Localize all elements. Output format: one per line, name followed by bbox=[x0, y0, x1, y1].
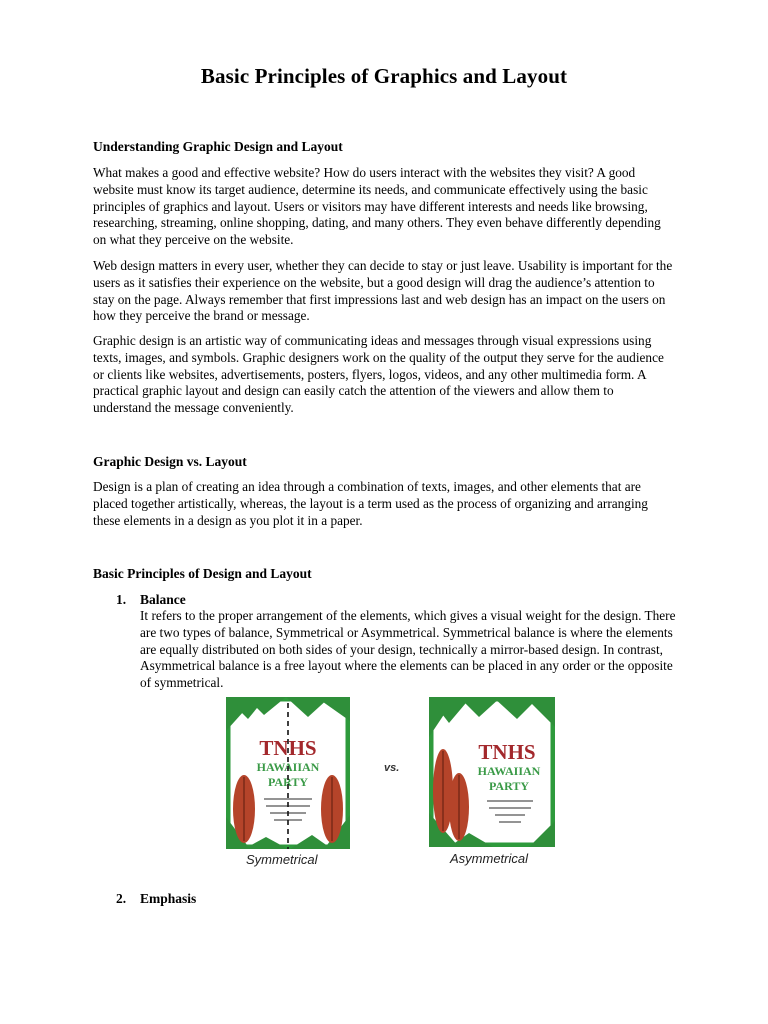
poster-asymmetrical-title-1: TNHS bbox=[478, 740, 536, 764]
caption-symmetrical: Symmetrical bbox=[246, 852, 318, 867]
document-title: Basic Principles of Graphics and Layout bbox=[200, 64, 568, 88]
poster-symmetrical-image bbox=[226, 697, 350, 849]
section-heading-design-vs-layout: Graphic Design vs. Layout bbox=[93, 454, 247, 469]
caption-asymmetrical: Asymmetrical bbox=[450, 851, 529, 866]
list-item-title-balance: Balance bbox=[140, 592, 186, 607]
poster-asymmetrical-title-3: PARTY bbox=[488, 779, 530, 793]
section-heading-principles: Basic Principles of Design and Layout bbox=[93, 566, 312, 581]
list-item-number: 1. bbox=[116, 592, 127, 607]
poster-symmetrical-title-2: HAWAIIAN bbox=[256, 760, 320, 774]
section-heading-understanding: Understanding Graphic Design and Layout bbox=[93, 139, 343, 154]
poster-symmetrical-title-3: PARTY bbox=[267, 775, 309, 789]
paragraph-1: What makes a good and effective website? How do users interact with the websites they visit? A good website must know its target audience, determine its needs, and communicate effectively using the basic principles of graphics and layout. Users or visitors may have different interests and needs like browsing, researching, streaming, online shopping, dating, and many others. They even behave differently depending on what they perceive on the website. bbox=[93, 165, 661, 248]
paragraph-3: Graphic design is an artistic way of communicating ideas and messages through visual expressions using texts, images, and symbols. Graphic designers work on the quality of the output they serve for the audience or clients like websites, advertisements, posters, flyers, logos, videos, and any other multimedia form. A practical graphic layout and design can easily catch the attention of the viewers and allow them to understand the message conveniently. bbox=[93, 333, 664, 416]
list-item-title-emphasis: Emphasis bbox=[140, 891, 197, 906]
list-item-number: 2. bbox=[116, 891, 127, 906]
paragraph-design-definition: Design is a plan of creating an idea through a combination of texts, images, and other elements that are placed together artistically, whereas, the layout is a term used as the process of organizing and arranging these elements in a design as you plot it in a paper. bbox=[93, 479, 648, 528]
figure-vs-label: vs. bbox=[384, 762, 400, 774]
list-item-body-balance: It refers to the proper arrangement of the elements, which gives a visual weight for the design. There are two types of balance, Symmetrical or Asymmetrical. Symmetrical balance is where the elements are equally distributed on both sides of your design, technically a mirror-based design. In contrast, Asymmetrical balance is a free layout where the elements can be placed in any order or the opposite of symmetrical. bbox=[140, 608, 676, 691]
poster-asymmetrical-image bbox=[429, 697, 555, 847]
poster-symmetrical-title-1: TNHS bbox=[259, 736, 317, 760]
paragraph-2: Web design matters in every user, whether they can decide to stay or just leave. Usability is important for the users as it satisfies their experience on the website, but a good design will drag the audience’s attention to stay on the page. Always remember that first impressions last and web design has an impact on the users on how they perceive the brand or message. bbox=[93, 258, 673, 324]
poster-asymmetrical-title-2: HAWAIIAN bbox=[477, 764, 541, 778]
